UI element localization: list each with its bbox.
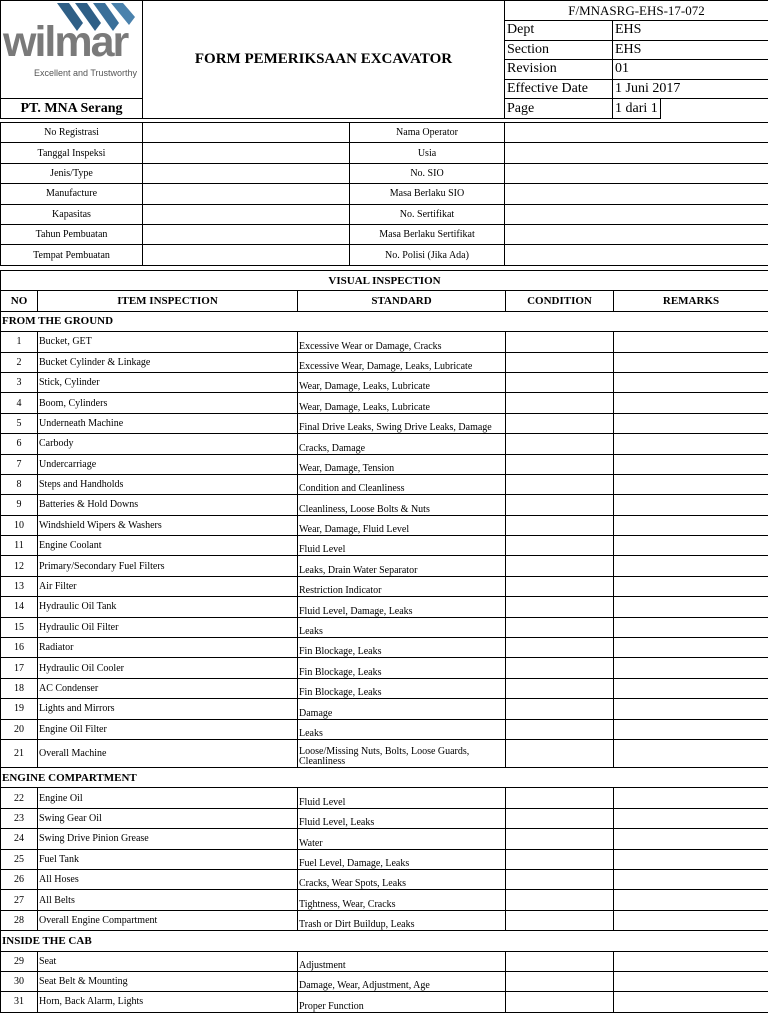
item-inspection: All Hoses — [38, 869, 298, 889]
remarks-cell[interactable] — [614, 474, 768, 494]
section-title: INSIDE THE CAB — [1, 931, 768, 951]
remarks-cell[interactable] — [614, 393, 768, 413]
standard-text: Wear, Damage, Leaks, Lubricate — [298, 393, 506, 413]
row-number: 28 — [1, 910, 38, 930]
standard-text: Leaks, Drain Water Separator — [298, 556, 506, 576]
remarks-cell[interactable] — [614, 536, 768, 556]
condition-cell[interactable] — [506, 556, 614, 576]
item-inspection: Boom, Cylinders — [38, 393, 298, 413]
info-input[interactable] — [143, 245, 350, 265]
info-label: Usia — [350, 143, 505, 163]
row-number: 30 — [1, 971, 38, 991]
info-input[interactable] — [505, 184, 768, 204]
table-row — [1, 495, 768, 515]
section-header-row — [1, 767, 768, 787]
info-input[interactable] — [505, 224, 768, 244]
remarks-cell[interactable] — [614, 332, 768, 352]
condition-cell[interactable] — [506, 658, 614, 678]
standard-text: Fuel Level, Damage, Leaks — [298, 849, 506, 869]
table-row — [1, 739, 768, 767]
item-inspection: Hydraulic Oil Filter — [38, 617, 298, 637]
item-inspection: Seat — [38, 951, 298, 971]
item-inspection: Engine Oil Filter — [38, 719, 298, 739]
row-number: 23 — [1, 808, 38, 828]
standard-text: Wear, Damage, Fluid Level — [298, 515, 506, 535]
row-number: 18 — [1, 678, 38, 698]
row-number: 14 — [1, 597, 38, 617]
section-header-row — [1, 931, 768, 951]
meta-label-section: Section — [505, 40, 613, 60]
remarks-cell[interactable] — [614, 739, 768, 767]
row-number: 20 — [1, 719, 38, 739]
column-header-condition: CONDITION — [506, 291, 614, 311]
table-row — [1, 515, 768, 535]
info-label: No. SIO — [350, 163, 505, 183]
info-row — [1, 143, 768, 163]
standard-text: Fin Blockage, Leaks — [298, 638, 506, 658]
info-input[interactable] — [143, 163, 350, 183]
condition-cell[interactable] — [506, 617, 614, 637]
table-row — [1, 719, 768, 739]
remarks-cell[interactable] — [614, 678, 768, 698]
item-inspection: Steps and Handholds — [38, 474, 298, 494]
info-input[interactable] — [505, 245, 768, 265]
info-row — [1, 245, 768, 265]
inspection-table — [0, 270, 768, 1013]
table-row — [1, 890, 768, 910]
meta-value-revision: 01 — [613, 60, 768, 80]
standard-text: Excessive Wear, Damage, Leaks, Lubricate — [298, 352, 506, 372]
standard-text: Final Drive Leaks, Swing Drive Leaks, Damage — [298, 413, 506, 433]
row-number: 3 — [1, 372, 38, 392]
visual-inspection-title: VISUAL INSPECTION — [1, 271, 768, 291]
standard-text: Cracks, Damage — [298, 434, 506, 454]
item-inspection: Primary/Secondary Fuel Filters — [38, 556, 298, 576]
remarks-cell[interactable] — [614, 434, 768, 454]
row-number: 1 — [1, 332, 38, 352]
table-row — [1, 536, 768, 556]
condition-cell[interactable] — [506, 495, 614, 515]
standard-text: Fin Blockage, Leaks — [298, 658, 506, 678]
remarks-cell[interactable] — [614, 910, 768, 930]
condition-cell[interactable] — [506, 869, 614, 889]
standard-text: Leaks — [298, 617, 506, 637]
row-number: 25 — [1, 849, 38, 869]
table-row — [1, 474, 768, 494]
meta-label-revision: Revision — [505, 60, 613, 80]
info-input[interactable] — [143, 143, 350, 163]
info-input[interactable] — [143, 123, 350, 143]
remarks-cell[interactable] — [614, 829, 768, 849]
meta-value-section: EHS — [613, 40, 768, 60]
item-inspection: Swing Drive Pinion Grease — [38, 829, 298, 849]
table-row — [1, 352, 768, 372]
header-spacer — [661, 99, 768, 119]
remarks-cell[interactable] — [614, 869, 768, 889]
meta-label-page: Page — [505, 99, 613, 119]
item-inspection: Hydraulic Oil Tank — [38, 597, 298, 617]
item-inspection: Air Filter — [38, 576, 298, 596]
meta-label-dept: Dept — [505, 21, 613, 41]
table-row — [1, 849, 768, 869]
table-row — [1, 678, 768, 698]
item-inspection: Hydraulic Oil Cooler — [38, 658, 298, 678]
row-number: 9 — [1, 495, 38, 515]
item-inspection: Bucket, GET — [38, 332, 298, 352]
info-label: No. Polisi (Jika Ada) — [350, 245, 505, 265]
form-header — [0, 0, 768, 119]
info-input[interactable] — [505, 204, 768, 224]
standard-text: Restriction Indicator — [298, 576, 506, 596]
standard-text: Adjustment — [298, 951, 506, 971]
section-title: FROM THE GROUND — [1, 311, 768, 331]
form-title: FORM PEMERIKSAAN EXCAVATOR — [143, 1, 505, 119]
table-row — [1, 597, 768, 617]
item-inspection: Swing Gear Oil — [38, 808, 298, 828]
meta-value-dept: EHS — [613, 21, 768, 41]
standard-text: Fin Blockage, Leaks — [298, 678, 506, 698]
remarks-cell[interactable] — [614, 454, 768, 474]
standard-text: Wear, Damage, Leaks, Lubricate — [298, 372, 506, 392]
standard-text: Tightness, Wear, Cracks — [298, 890, 506, 910]
condition-cell[interactable] — [506, 576, 614, 596]
table-row — [1, 434, 768, 454]
row-number: 6 — [1, 434, 38, 454]
remarks-cell[interactable] — [614, 597, 768, 617]
document-code: F/MNASRG-EHS-17-072 — [505, 1, 768, 21]
standard-text: Damage, Wear, Adjustment, Age — [298, 971, 506, 991]
row-number: 13 — [1, 576, 38, 596]
info-input[interactable] — [143, 224, 350, 244]
condition-cell[interactable] — [506, 638, 614, 658]
column-header-no: NO — [1, 291, 38, 311]
item-inspection: Overall Machine — [38, 739, 298, 767]
info-label: Masa Berlaku SIO — [350, 184, 505, 204]
condition-cell[interactable] — [506, 992, 614, 1012]
item-inspection: Bucket Cylinder & Linkage — [38, 352, 298, 372]
standard-text: Leaks — [298, 719, 506, 739]
column-header-remarks: REMARKS — [614, 291, 768, 311]
remarks-cell[interactable] — [614, 788, 768, 808]
company-name: PT. MNA Serang — [1, 99, 143, 119]
remarks-cell[interactable] — [614, 951, 768, 971]
remarks-cell[interactable] — [614, 971, 768, 991]
remarks-cell[interactable] — [614, 699, 768, 719]
row-number: 2 — [1, 352, 38, 372]
remarks-cell[interactable] — [614, 808, 768, 828]
remarks-cell[interactable] — [614, 352, 768, 372]
standard-text: Excessive Wear or Damage, Cracks — [298, 332, 506, 352]
row-number: 31 — [1, 992, 38, 1012]
condition-cell[interactable] — [506, 352, 614, 372]
condition-cell[interactable] — [506, 910, 614, 930]
column-header-standard: STANDARD — [298, 291, 506, 311]
row-number: 21 — [1, 739, 38, 767]
info-label: Jenis/Type — [1, 163, 143, 183]
table-row — [1, 576, 768, 596]
item-inspection: Undercarriage — [38, 454, 298, 474]
remarks-cell[interactable] — [614, 849, 768, 869]
remarks-cell[interactable] — [614, 638, 768, 658]
remarks-cell[interactable] — [614, 617, 768, 637]
info-input[interactable] — [505, 123, 768, 143]
info-label: Masa Berlaku Sertifikat — [350, 224, 505, 244]
remarks-cell[interactable] — [614, 372, 768, 392]
row-number: 24 — [1, 829, 38, 849]
item-inspection: Engine Oil — [38, 788, 298, 808]
info-label: Kapasitas — [1, 204, 143, 224]
standard-text: Fluid Level — [298, 788, 506, 808]
meta-value-page: 1 dari 1 — [613, 99, 661, 119]
item-inspection: Windshield Wipers & Washers — [38, 515, 298, 535]
table-row — [1, 638, 768, 658]
remarks-cell[interactable] — [614, 495, 768, 515]
table-row — [1, 951, 768, 971]
row-number: 16 — [1, 638, 38, 658]
standard-text: Damage — [298, 699, 506, 719]
info-row — [1, 123, 768, 143]
info-row — [1, 184, 768, 204]
condition-cell[interactable] — [506, 597, 614, 617]
table-row — [1, 393, 768, 413]
info-row — [1, 224, 768, 244]
table-row — [1, 699, 768, 719]
section-title: ENGINE COMPARTMENT — [1, 767, 768, 787]
item-inspection: Engine Coolant — [38, 536, 298, 556]
row-number: 27 — [1, 890, 38, 910]
row-number: 5 — [1, 413, 38, 433]
table-row — [1, 971, 768, 991]
item-inspection: Seat Belt & Mounting — [38, 971, 298, 991]
condition-cell[interactable] — [506, 332, 614, 352]
condition-cell[interactable] — [506, 849, 614, 869]
standard-text: Fluid Level, Damage, Leaks — [298, 597, 506, 617]
info-label: Tanggal Inspeksi — [1, 143, 143, 163]
row-number: 29 — [1, 951, 38, 971]
table-row — [1, 372, 768, 392]
standard-text: Wear, Damage, Tension — [298, 454, 506, 474]
condition-cell[interactable] — [506, 413, 614, 433]
condition-cell[interactable] — [506, 699, 614, 719]
section-header-row — [1, 311, 768, 331]
condition-cell[interactable] — [506, 829, 614, 849]
info-row — [1, 163, 768, 183]
table-row — [1, 413, 768, 433]
table-row — [1, 869, 768, 889]
condition-cell[interactable] — [506, 719, 614, 739]
row-number: 8 — [1, 474, 38, 494]
condition-cell[interactable] — [506, 536, 614, 556]
remarks-cell[interactable] — [614, 413, 768, 433]
logo — [1, 1, 143, 99]
info-input[interactable] — [505, 143, 768, 163]
info-input[interactable] — [505, 163, 768, 183]
condition-cell[interactable] — [506, 890, 614, 910]
remarks-cell[interactable] — [614, 576, 768, 596]
info-input[interactable] — [143, 184, 350, 204]
info-label: No Registrasi — [1, 123, 143, 143]
row-number: 19 — [1, 699, 38, 719]
standard-text: Trash or Dirt Buildup, Leaks — [298, 910, 506, 930]
condition-cell[interactable] — [506, 971, 614, 991]
item-inspection: Carbody — [38, 434, 298, 454]
standard-text: Water — [298, 829, 506, 849]
standard-text: Fluid Level — [298, 536, 506, 556]
table-row — [1, 992, 768, 1012]
condition-cell[interactable] — [506, 372, 614, 392]
condition-cell[interactable] — [506, 393, 614, 413]
item-inspection: Underneath Machine — [38, 413, 298, 433]
row-number: 22 — [1, 788, 38, 808]
info-label: Nama Operator — [350, 123, 505, 143]
item-inspection: Fuel Tank — [38, 849, 298, 869]
item-inspection: Stick, Cylinder — [38, 372, 298, 392]
logo-wordmark: wilmar — [3, 18, 128, 66]
item-inspection: Horn, Back Alarm, Lights — [38, 992, 298, 1012]
row-number: 10 — [1, 515, 38, 535]
row-number: 26 — [1, 869, 38, 889]
table-row — [1, 556, 768, 576]
info-table — [0, 122, 768, 266]
table-row — [1, 617, 768, 637]
condition-cell[interactable] — [506, 434, 614, 454]
info-label: Tempat Pembuatan — [1, 245, 143, 265]
item-inspection: All Belts — [38, 890, 298, 910]
meta-value-effective-date: 1 Juni 2017 — [613, 79, 768, 99]
info-label: Manufacture — [1, 184, 143, 204]
row-number: 7 — [1, 454, 38, 474]
row-number: 15 — [1, 617, 38, 637]
info-label: No. Sertifikat — [350, 204, 505, 224]
row-number: 17 — [1, 658, 38, 678]
table-row — [1, 454, 768, 474]
condition-cell[interactable] — [506, 788, 614, 808]
item-inspection: Radiator — [38, 638, 298, 658]
standard-text: Proper Function — [298, 992, 506, 1012]
item-inspection: Lights and Mirrors — [38, 699, 298, 719]
standard-text: Condition and Cleanliness — [298, 474, 506, 494]
remarks-cell[interactable] — [614, 719, 768, 739]
remarks-cell[interactable] — [614, 658, 768, 678]
standard-text: Cracks, Wear Spots, Leaks — [298, 869, 506, 889]
table-row — [1, 808, 768, 828]
info-label: Tahun Pembuatan — [1, 224, 143, 244]
column-header-item: ITEM INSPECTION — [38, 291, 298, 311]
info-input[interactable] — [143, 204, 350, 224]
item-inspection: AC Condenser — [38, 678, 298, 698]
item-inspection: Overall Engine Compartment — [38, 910, 298, 930]
table-row — [1, 788, 768, 808]
standard-text: Cleanliness, Loose Bolts & Nuts — [298, 495, 506, 515]
table-row — [1, 910, 768, 930]
condition-cell[interactable] — [506, 515, 614, 535]
row-number: 4 — [1, 393, 38, 413]
logo-tagline: Excellent and Trustworthy — [34, 68, 138, 78]
meta-label-effective-date: Effective Date — [505, 79, 613, 99]
condition-cell[interactable] — [506, 474, 614, 494]
item-inspection: Batteries & Hold Downs — [38, 495, 298, 515]
remarks-cell[interactable] — [614, 515, 768, 535]
remarks-cell[interactable] — [614, 992, 768, 1012]
condition-cell[interactable] — [506, 678, 614, 698]
table-row — [1, 829, 768, 849]
remarks-cell[interactable] — [614, 890, 768, 910]
table-row — [1, 658, 768, 678]
condition-cell[interactable] — [506, 454, 614, 474]
remarks-cell[interactable] — [614, 556, 768, 576]
table-row — [1, 332, 768, 352]
condition-cell[interactable] — [506, 739, 614, 767]
standard-text: Loose/Missing Nuts, Bolts, Loose Guards, Cleanliness — [298, 739, 506, 767]
condition-cell[interactable] — [506, 951, 614, 971]
row-number: 11 — [1, 536, 38, 556]
condition-cell[interactable] — [506, 808, 614, 828]
info-row — [1, 204, 768, 224]
row-number: 12 — [1, 556, 38, 576]
standard-text: Fluid Level, Leaks — [298, 808, 506, 828]
